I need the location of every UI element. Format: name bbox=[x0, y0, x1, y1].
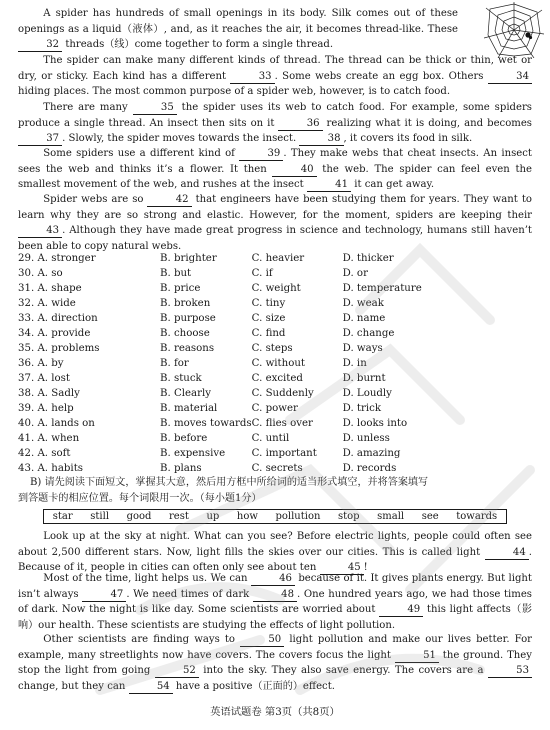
text-run: Most of the time, light helps us. We can bbox=[43, 573, 248, 584]
word-box-item: how bbox=[236, 511, 258, 522]
blank-32: 32 bbox=[18, 39, 62, 52]
blank-52: 52 bbox=[155, 665, 199, 678]
instructions-line-2: 到答题卡的相应位置。每个词限用一次。（每小题1分） bbox=[18, 492, 262, 504]
section-b-instructions bbox=[18, 475, 532, 506]
text-run: the ground. They stop the light from going bbox=[18, 649, 532, 677]
option-cell: D. or bbox=[342, 268, 368, 279]
option-cell: C. weight bbox=[251, 283, 301, 294]
blank-53: 53 bbox=[488, 665, 532, 678]
word-box-item: still bbox=[90, 511, 110, 522]
option-row bbox=[18, 446, 493, 461]
blank-34: 34 bbox=[488, 71, 532, 84]
option-cell: C. size bbox=[251, 313, 286, 324]
text-run: because of it. It gives plants energy. But light isn’t always bbox=[18, 573, 532, 600]
blank-36: 36 bbox=[278, 118, 322, 131]
text-run: There are many bbox=[43, 102, 128, 113]
option-cell: D. trick bbox=[342, 403, 382, 414]
blank-37: 37 bbox=[18, 133, 62, 146]
blank-47: 47 bbox=[82, 589, 126, 602]
option-cell: D. unless bbox=[342, 433, 390, 444]
option-cell: D. looks into bbox=[342, 418, 408, 429]
options-table bbox=[18, 251, 493, 476]
option-cell: 43. A. habits bbox=[18, 463, 84, 474]
option-cell: 38. A. Sadly bbox=[18, 388, 80, 399]
option-cell: C. heavier bbox=[251, 253, 305, 264]
passage-a-paragraph-2 bbox=[18, 53, 532, 100]
passage-a-paragraph-5 bbox=[18, 192, 532, 254]
option-row bbox=[18, 311, 493, 326]
text-run: hiding places. The most common purpose of a spider web, however, is to catch food. bbox=[18, 86, 451, 98]
option-cell: 30. A. so bbox=[18, 268, 63, 279]
option-cell: 31. A. shape bbox=[18, 283, 82, 294]
option-cell: B. brighter bbox=[160, 253, 217, 264]
blank-38: 38 bbox=[299, 133, 343, 146]
passage-b-paragraph-1 bbox=[18, 529, 532, 576]
text-run: Some spiders use a different kind of bbox=[43, 148, 235, 159]
passage-b-paragraph-3 bbox=[18, 632, 532, 694]
text-run: . Although they have made great progress in science and technology, humans still haven’t been able to copy natural webs. bbox=[18, 225, 532, 252]
spider-web-icon bbox=[484, 2, 544, 58]
passage-a-paragraph-3 bbox=[18, 100, 532, 147]
option-cell: C. if bbox=[251, 268, 273, 279]
text-run: Other scientists are finding ways to bbox=[43, 634, 235, 645]
option-cell: 33. A. direction bbox=[18, 313, 98, 324]
option-cell: B. expensive bbox=[160, 448, 226, 459]
blank-48: 48 bbox=[253, 589, 297, 602]
blank-41: 41 bbox=[307, 179, 351, 192]
text-run: Look up at the sky at night. What can you see? Before electric lights, people could often see about 2,500 different stars. Now, light fills the skies over our cities. This is called light bbox=[18, 531, 532, 558]
option-cell: B. material bbox=[160, 403, 218, 414]
text-run: , it covers its food in silk. bbox=[343, 133, 473, 145]
option-row bbox=[18, 251, 493, 266]
blank-35: 35 bbox=[133, 102, 177, 115]
word-box bbox=[43, 509, 507, 524]
text-run: . One hundred years ago, we had those times of dark. Now the night is like day. Some scientists are worried about bbox=[18, 588, 532, 616]
option-cell: D. amazing bbox=[342, 448, 401, 459]
word-box-item: good bbox=[126, 511, 152, 522]
option-cell: B. reasons bbox=[160, 343, 215, 354]
option-cell: 37. A. lost bbox=[18, 373, 70, 384]
option-row bbox=[18, 341, 493, 356]
option-cell: D. change bbox=[342, 328, 395, 339]
option-cell: 42. A. soft bbox=[18, 448, 71, 459]
word-box-item: stop bbox=[338, 511, 360, 522]
option-cell: C. Suddenly bbox=[251, 388, 314, 399]
option-cell: B. plans bbox=[160, 463, 202, 474]
page-footer: 英语试题卷 第3页（共8页） bbox=[210, 706, 340, 718]
blank-33: 33 bbox=[230, 71, 274, 84]
passage-a-paragraph-1 bbox=[18, 6, 458, 53]
text-run: light pollution and make our lives better. For example, many streetlights now have covers. The covers focus the light bbox=[18, 634, 532, 661]
passage-b-paragraph-2 bbox=[18, 571, 532, 633]
option-cell: D. name bbox=[342, 313, 386, 324]
option-cell: D. weak bbox=[342, 298, 384, 309]
text-run: . Because of it, people in cities can often only see about ten bbox=[18, 546, 532, 574]
blank-45: 45 bbox=[320, 562, 364, 575]
text-run: this light affects（影响）our health. These scientists are studying the effects of light pollution. bbox=[18, 604, 532, 631]
option-row bbox=[18, 371, 493, 386]
option-row bbox=[18, 401, 493, 416]
text-run: that engineers have been studying them for years. They want to learn why they are so strong and elastic. However, for the moment, spiders are keeping their bbox=[18, 194, 532, 221]
text-run: the web. The spider can feel even the smallest movement of the web, and rushes at the insect bbox=[18, 163, 532, 191]
option-cell: D. records bbox=[342, 463, 397, 474]
option-row bbox=[18, 326, 493, 341]
option-cell: 32. A. wide bbox=[18, 298, 76, 309]
option-cell: D. temperature bbox=[342, 283, 422, 294]
blank-42: 42 bbox=[147, 194, 191, 207]
option-row bbox=[18, 386, 493, 401]
option-cell: 40. A. lands on bbox=[18, 418, 95, 429]
option-cell: 41. A. when bbox=[18, 433, 80, 444]
option-row bbox=[18, 461, 493, 476]
option-cell: 35. A. problems bbox=[18, 343, 100, 354]
option-cell: C. excited bbox=[251, 373, 303, 384]
blank-54: 54 bbox=[129, 681, 173, 694]
option-cell: 34. A. provide bbox=[18, 328, 91, 339]
text-run: ! bbox=[363, 562, 368, 574]
text-run: the spider uses its web to catch food. For example, some spiders produce a single thread. An insect then sits on it bbox=[18, 102, 532, 129]
option-cell: 39. A. help bbox=[18, 403, 74, 414]
word-box-item: pollution bbox=[275, 511, 321, 522]
option-row bbox=[18, 281, 493, 296]
option-cell: B. but bbox=[160, 268, 192, 279]
text-run: . We need times of dark bbox=[126, 588, 250, 600]
word-box-item: see bbox=[421, 511, 439, 522]
text-run: . They make webs that cheat insects. An insect sees the web and thinks it’s a flower. It then bbox=[18, 148, 532, 175]
text-run: into the sky. They also save energy. The covers are a bbox=[203, 665, 484, 677]
option-cell: B. broken bbox=[160, 298, 211, 309]
option-cell: 36. A. by bbox=[18, 358, 64, 369]
text-run: threads（线）come together to form a single thread. bbox=[65, 39, 334, 51]
blank-43: 43 bbox=[18, 225, 62, 238]
text-run: it can get away. bbox=[354, 179, 435, 191]
option-cell: C. tiny bbox=[251, 298, 286, 309]
text-run: . Slowly, the spider moves towards the insect. bbox=[62, 133, 297, 145]
blank-51: 51 bbox=[395, 650, 439, 663]
option-row bbox=[18, 431, 493, 446]
option-row bbox=[18, 356, 493, 371]
text-run: have a positive（正面的）effect. bbox=[175, 680, 335, 692]
word-box-item: up bbox=[206, 511, 220, 522]
option-cell: B. purpose bbox=[160, 313, 216, 324]
word-box-item: towards bbox=[456, 511, 498, 522]
word-box-item: star bbox=[52, 511, 73, 522]
option-cell: B. moves towards bbox=[160, 418, 252, 429]
option-row bbox=[18, 266, 493, 281]
option-cell: C. find bbox=[251, 328, 286, 339]
option-row bbox=[18, 296, 493, 311]
blank-40: 40 bbox=[272, 164, 316, 177]
option-cell: B. price bbox=[160, 283, 201, 294]
option-cell: B. choose bbox=[160, 328, 210, 339]
option-cell: D. ways bbox=[342, 343, 383, 354]
option-cell: D. burnt bbox=[342, 373, 386, 384]
option-cell: D. thicker bbox=[342, 253, 394, 264]
option-cell: C. important bbox=[251, 448, 317, 459]
text-run: A spider has hundreds of small openings in its body. Silk comes out of these openings as a liquid（液体）, and, as it reaches the air, it becomes thread-like. These bbox=[18, 8, 458, 35]
options-table-body bbox=[18, 251, 493, 476]
text-run: realizing what it is doing, and becomes bbox=[326, 117, 532, 129]
blank-49: 49 bbox=[379, 604, 423, 617]
option-cell: B. for bbox=[160, 358, 189, 369]
option-cell: 29. A. stronger bbox=[18, 253, 96, 264]
word-box-item: small bbox=[377, 511, 405, 522]
option-cell: B. stuck bbox=[160, 373, 202, 384]
text-run: change, but they can bbox=[18, 680, 126, 692]
option-cell: D. Loudly bbox=[342, 388, 392, 399]
option-row bbox=[18, 416, 493, 431]
word-box-item: rest bbox=[169, 511, 189, 522]
option-cell: C. secrets bbox=[251, 463, 303, 474]
passage-a-paragraph-4 bbox=[18, 146, 532, 193]
blank-46: 46 bbox=[251, 573, 295, 586]
option-cell: B. before bbox=[160, 433, 208, 444]
text-run: Spider webs are so bbox=[43, 194, 144, 205]
blank-44: 44 bbox=[485, 547, 529, 560]
blank-39: 39 bbox=[239, 148, 283, 161]
blank-50: 50 bbox=[240, 634, 284, 647]
option-cell: B. Clearly bbox=[160, 388, 212, 399]
option-cell: C. flies over bbox=[251, 418, 313, 429]
option-cell: D. in bbox=[342, 358, 367, 369]
option-cell: C. until bbox=[251, 433, 290, 444]
text-run: The spider can make many different kinds of thread. The thread can be thick or thin, wet or dry, or sticky. Each kind has a different bbox=[18, 55, 532, 82]
option-cell: C. power bbox=[251, 403, 298, 414]
option-cell: C. steps bbox=[251, 343, 293, 354]
option-cell: C. without bbox=[251, 358, 305, 369]
instructions-line-1: B) 请先阅读下面短文，掌握其大意，然后用方框中所给词的适当形式填空，并将答案填写 bbox=[30, 477, 429, 488]
text-run: . Some webs create an egg box. Others bbox=[274, 70, 484, 82]
